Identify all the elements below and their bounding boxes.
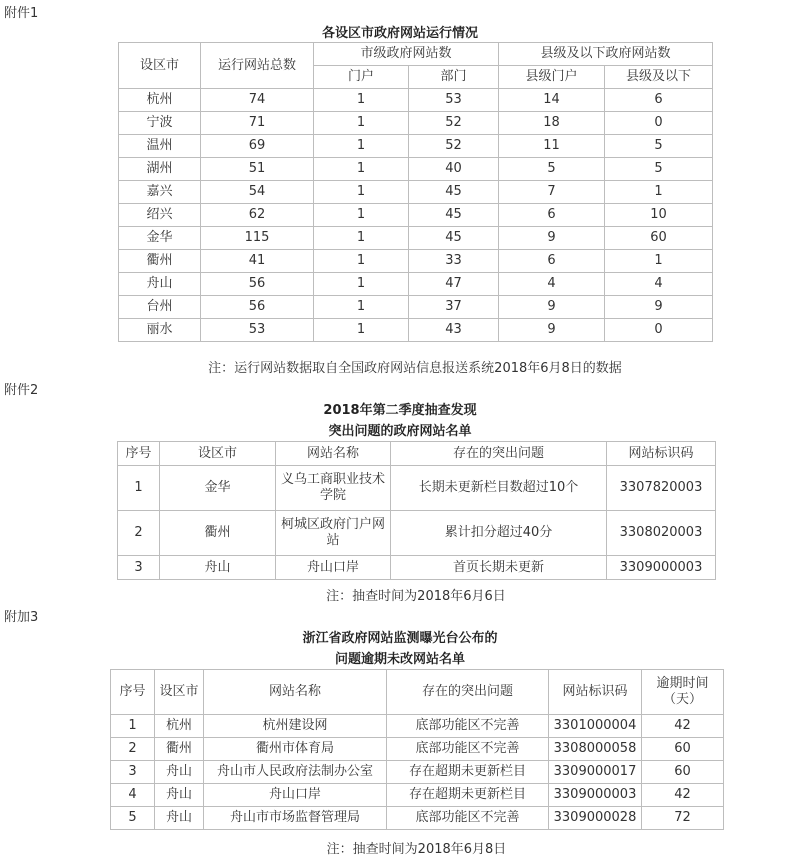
- table-header-cell: 设区市: [160, 442, 276, 466]
- table-cell: 6: [605, 89, 713, 112]
- table-cell: 5: [605, 158, 713, 181]
- table-2-header-row: [118, 442, 716, 466]
- table-cell: 5: [111, 807, 155, 830]
- table-cell: 宁波: [119, 112, 201, 135]
- table-3-body: [111, 715, 724, 830]
- table-cell: 存在超期未更新栏目: [387, 761, 549, 784]
- table-cell: 1: [314, 250, 409, 273]
- table-cell: 义乌工商职业技术学院: [276, 466, 391, 511]
- table-cell: 1: [314, 135, 409, 158]
- table-cell: 杭州: [119, 89, 201, 112]
- table-header-cell: 序号: [111, 670, 155, 715]
- table-row: [111, 715, 724, 738]
- table-cell: 3309000003: [607, 556, 716, 580]
- table-cell: 60: [642, 761, 724, 784]
- table-cell: 5: [499, 158, 605, 181]
- table-header-cell: 网站名称: [204, 670, 387, 715]
- header-portal: 门户: [314, 66, 409, 89]
- table-row: [111, 784, 724, 807]
- table-cell: 1: [111, 715, 155, 738]
- table-cell: 56: [201, 296, 314, 319]
- table-3-note: 注：抽查时间为2018年6月8日: [326, 842, 507, 857]
- spot-check-table: [117, 441, 716, 580]
- table-row: [118, 511, 716, 556]
- table-cell: 1: [314, 158, 409, 181]
- city-website-table: [118, 42, 713, 342]
- table-cell: 金华: [119, 227, 201, 250]
- table-cell: 1: [118, 466, 160, 511]
- table-cell: 1: [314, 227, 409, 250]
- table-header-cell: 序号: [118, 442, 160, 466]
- table-row: [119, 319, 713, 342]
- table-cell: 14: [499, 89, 605, 112]
- table-cell: 4: [605, 273, 713, 296]
- table-cell: 丽水: [119, 319, 201, 342]
- table-row: [111, 807, 724, 830]
- table-cell: 底部功能区不完善: [387, 807, 549, 830]
- table-cell: 首页长期未更新: [391, 556, 607, 580]
- table-cell: 嘉兴: [119, 181, 201, 204]
- table-cell: 72: [642, 807, 724, 830]
- table-cell: 4: [499, 273, 605, 296]
- table-cell: 42: [642, 715, 724, 738]
- table-cell: 7: [499, 181, 605, 204]
- table-1-note: 注：运行网站数据取自全国政府网站信息报送系统2018年6月8日的数据: [208, 361, 622, 376]
- table-row: [119, 158, 713, 181]
- table-cell: 3308000058: [549, 738, 642, 761]
- table-cell: 1: [605, 250, 713, 273]
- table-cell: 6: [499, 250, 605, 273]
- table-cell: 62: [201, 204, 314, 227]
- table-cell: 10: [605, 204, 713, 227]
- table-header-cell: 存在的突出问题: [387, 670, 549, 715]
- table-cell: 18: [499, 112, 605, 135]
- table-cell: 舟山市人民政府法制办公室: [204, 761, 387, 784]
- header-dept: 部门: [409, 66, 499, 89]
- header-municipal: 市级政府网站数: [314, 43, 499, 66]
- table-cell: 杭州建设网: [204, 715, 387, 738]
- table-cell: 60: [642, 738, 724, 761]
- table-cell: 1: [314, 273, 409, 296]
- table-header-cell: 存在的突出问题: [391, 442, 607, 466]
- table-cell: 绍兴: [119, 204, 201, 227]
- table-cell: 衢州市体育局: [204, 738, 387, 761]
- table-2-note: 注：抽查时间为2018年6月6日: [326, 589, 506, 604]
- table-cell: 湖州: [119, 158, 201, 181]
- attachment-2-label: 附件2: [4, 383, 39, 398]
- header-county-portal: 县级门户: [499, 66, 605, 89]
- table-cell: 52: [409, 112, 499, 135]
- table-2-title-line1: 2018年第二季度抽查发现: [323, 403, 477, 418]
- table-cell: 45: [409, 181, 499, 204]
- table-cell: 杭州: [155, 715, 204, 738]
- attachment-3-label: 附加3: [4, 610, 39, 625]
- table-cell: 11: [499, 135, 605, 158]
- table-row: [119, 227, 713, 250]
- table-1-body: [119, 89, 713, 342]
- table-header-cell: 网站名称: [276, 442, 391, 466]
- table-cell: 1: [314, 112, 409, 135]
- table-cell: 温州: [119, 135, 201, 158]
- table-cell: 60: [605, 227, 713, 250]
- table-cell: 6: [499, 204, 605, 227]
- table-cell: 3309000003: [549, 784, 642, 807]
- table-cell: 3309000028: [549, 807, 642, 830]
- table-cell: 3: [118, 556, 160, 580]
- table-cell: 74: [201, 89, 314, 112]
- table-cell: 1: [605, 181, 713, 204]
- table-cell: 衢州: [160, 511, 276, 556]
- table-cell: 69: [201, 135, 314, 158]
- table-cell: 54: [201, 181, 314, 204]
- table-row: [119, 135, 713, 158]
- table-row: [118, 556, 716, 580]
- table-cell: 71: [201, 112, 314, 135]
- table-cell: 存在超期未更新栏目: [387, 784, 549, 807]
- table-cell: 2: [111, 738, 155, 761]
- table-row: [119, 250, 713, 273]
- table-row: [111, 761, 724, 784]
- table-cell: 舟山口岸: [204, 784, 387, 807]
- table-3-title-line1: 浙江省政府网站监测曝光台公布的: [302, 631, 498, 646]
- table-cell: 51: [201, 158, 314, 181]
- table-header-cell: 网站标识码: [549, 670, 642, 715]
- table-cell: 52: [409, 135, 499, 158]
- table-cell: 1: [314, 204, 409, 227]
- table-1-title: 各设区市政府网站运行情况: [321, 26, 478, 41]
- table-cell: 舟山: [155, 784, 204, 807]
- table-cell: 舟山: [155, 807, 204, 830]
- table-cell: 舟山口岸: [276, 556, 391, 580]
- table-3-title-line2: 问题逾期未改网站名单: [334, 652, 465, 667]
- table-cell: 舟山: [155, 761, 204, 784]
- table-cell: 0: [605, 112, 713, 135]
- table-cell: 舟山: [160, 556, 276, 580]
- table-header-cell: 设区市: [155, 670, 204, 715]
- table-cell: 9: [499, 319, 605, 342]
- table-header-cell: 网站标识码: [607, 442, 716, 466]
- table-row: [119, 204, 713, 227]
- table-2-title-line2: 突出问题的政府网站名单: [328, 424, 472, 439]
- table-cell: 5: [605, 135, 713, 158]
- table-cell: 0: [605, 319, 713, 342]
- table-cell: 舟山市市场监督管理局: [204, 807, 387, 830]
- table-cell: 53: [201, 319, 314, 342]
- table-cell: 9: [499, 296, 605, 319]
- table-cell: 舟山: [119, 273, 201, 296]
- table-cell: 1: [314, 296, 409, 319]
- table-cell: 40: [409, 158, 499, 181]
- overdue-table: [110, 669, 724, 830]
- table-row: [119, 89, 713, 112]
- attachment-1-label: 附件1: [4, 6, 39, 21]
- table-cell: 9: [605, 296, 713, 319]
- header-city: 设区市: [119, 43, 201, 89]
- header-county-below: 县级及以下: [605, 66, 713, 89]
- table-cell: 115: [201, 227, 314, 250]
- table-row: [119, 273, 713, 296]
- table-cell: 3307820003: [607, 466, 716, 511]
- table-cell: 长期未更新栏目数超过10个: [391, 466, 607, 511]
- table-row: [118, 466, 716, 511]
- table-cell: 53: [409, 89, 499, 112]
- table-cell: 柯城区政府门户网站: [276, 511, 391, 556]
- table-cell: 4: [111, 784, 155, 807]
- header-county: 县级及以下政府网站数: [499, 43, 713, 66]
- table-cell: 33: [409, 250, 499, 273]
- table-cell: 3301000004: [549, 715, 642, 738]
- table-cell: 台州: [119, 296, 201, 319]
- table-cell: 1: [314, 319, 409, 342]
- table-cell: 累计扣分超过40分: [391, 511, 607, 556]
- table-cell: 45: [409, 227, 499, 250]
- table-cell: 41: [201, 250, 314, 273]
- table-cell: 3308020003: [607, 511, 716, 556]
- table-2-body: [118, 466, 716, 580]
- table-3-header-row: [111, 670, 724, 715]
- table-cell: 43: [409, 319, 499, 342]
- table-row: [111, 738, 724, 761]
- table-cell: 2: [118, 511, 160, 556]
- table-header-cell: 逾期时间（天）: [642, 670, 724, 715]
- table-cell: 42: [642, 784, 724, 807]
- table-row: [119, 296, 713, 319]
- table-row: [119, 112, 713, 135]
- table-cell: 3309000017: [549, 761, 642, 784]
- table-cell: 3: [111, 761, 155, 784]
- table-cell: 9: [499, 227, 605, 250]
- table-cell: 衢州: [155, 738, 204, 761]
- table-row: [119, 181, 713, 204]
- table-cell: 56: [201, 273, 314, 296]
- table-cell: 37: [409, 296, 499, 319]
- table-cell: 底部功能区不完善: [387, 715, 549, 738]
- table-cell: 底部功能区不完善: [387, 738, 549, 761]
- table-cell: 1: [314, 89, 409, 112]
- table-cell: 45: [409, 204, 499, 227]
- table-cell: 衢州: [119, 250, 201, 273]
- header-total: 运行网站总数: [201, 43, 314, 89]
- table-cell: 1: [314, 181, 409, 204]
- table-cell: 47: [409, 273, 499, 296]
- table-cell: 金华: [160, 466, 276, 511]
